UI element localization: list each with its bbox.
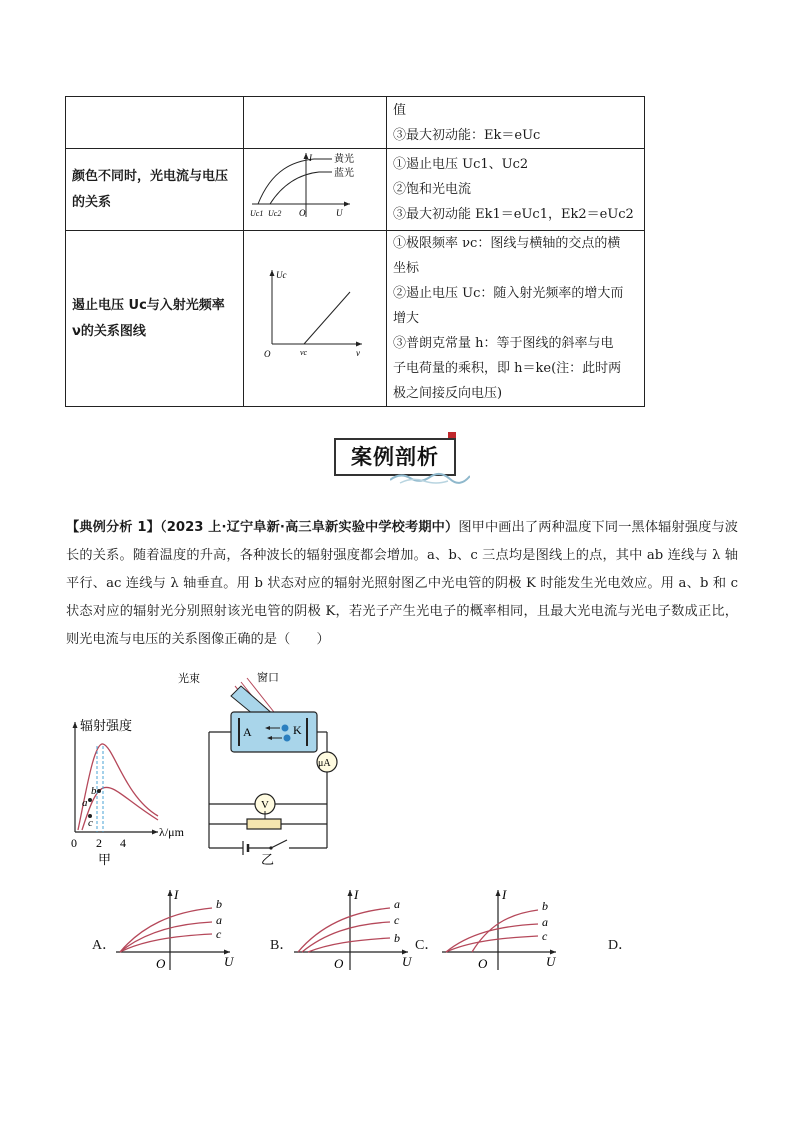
row2-note: ③最大初动能 Ek1＝eUc1，Ek2＝eUc2: [393, 207, 634, 222]
axis-y-label: I: [174, 887, 179, 902]
curve-label: b: [394, 931, 400, 945]
row2-graph-cell: [244, 149, 387, 231]
label-light-beam: 光束: [178, 673, 200, 685]
row1-graph-cell: [244, 97, 387, 149]
banner-title: 案例剖析: [334, 438, 456, 476]
row3-title: [66, 231, 244, 407]
axis-x-label: U: [402, 954, 412, 969]
point-label-a: a: [82, 797, 88, 809]
jia-tick-2: 2: [96, 836, 102, 850]
row2-note: ①遏止电压 Uc1、Uc2: [393, 157, 529, 172]
axis-origin: O: [334, 956, 344, 971]
curve-label: c: [216, 927, 222, 941]
problem-source: （2023 上·辽宁阜新·高三阜新实验中学校考期中）: [160, 520, 459, 535]
row3-notes: [387, 231, 645, 407]
row2-notes: [387, 149, 645, 231]
jia-caption: 甲: [98, 852, 112, 867]
jia-tick-4: 4: [120, 836, 126, 850]
banner-wave-decoration: [390, 470, 470, 484]
point-a: [88, 798, 92, 802]
graph-origin: O: [264, 349, 271, 359]
cathode-label: K: [293, 723, 302, 737]
table-row: [66, 149, 645, 231]
curve-label: a: [394, 897, 400, 911]
summary-table: [65, 96, 645, 407]
axis-y-label: I: [502, 887, 507, 902]
point-label-c: c: [88, 817, 93, 829]
table-row: [66, 231, 645, 407]
label-window: 窗口: [257, 672, 279, 684]
row3-note: ②遏止电压 Uc：随入射光频率的增大而: [393, 286, 624, 301]
row1-title-cell: [66, 97, 244, 149]
graph-origin: O: [299, 208, 306, 218]
curve-label: c: [542, 929, 548, 943]
row2-note: ②饱和光电流: [393, 182, 472, 197]
row3-title-line: ν的关系图线: [72, 323, 146, 339]
tick-uc2: Uc2: [268, 209, 282, 218]
photocurrent-color-graph: [244, 149, 386, 221]
axis-origin: O: [478, 956, 488, 971]
curve-label: a: [542, 915, 548, 929]
option-label-d[interactable]: D．: [608, 938, 633, 953]
curve-label-blue: 蓝光: [334, 168, 355, 179]
row3-title-line: 遏止电压 Uc与入射光频率: [72, 297, 225, 313]
curve-label: b: [216, 897, 222, 911]
option-a-graph[interactable]: [112, 886, 242, 972]
row3-graph-cell: [244, 231, 387, 407]
point-b: [97, 789, 101, 793]
yi-caption: 乙: [261, 852, 275, 867]
jia-x-label: λ/μm: [159, 825, 184, 839]
axis-x-label: U: [546, 954, 556, 969]
option-c-graph[interactable]: [438, 886, 568, 972]
problem-body: 图甲中画出了两种温度下同一黑体辐射强度与波长的关系。随着温度的升高，各种波长的辐射强度都会增加。a、b、c 三点均是图线上的点，其中 ab 连线与 λ 轴平行、ac 连线与 λ 轴垂直。用 b 状态对应的辐射光照射图乙中光电管的阴极 K 时能发生光电效应。用 a、b 和 c 状态对应的辐射光分别照射该光电管的阴极 K，若光子产生光电子的概率相同，且最大光电流与光电子数成正比，则光电流与电压的关系图像正确的是（ ）: [66, 520, 738, 647]
option-label-a[interactable]: A．: [92, 938, 117, 953]
curve-label: b: [542, 899, 548, 913]
row2-title: 颜色不同时，光电流与电压的关系: [66, 149, 244, 231]
curve-label: a: [216, 913, 222, 927]
stopping-voltage-graph: [244, 264, 386, 364]
axis-x-label: U: [224, 954, 234, 969]
option-label-b[interactable]: B．: [270, 938, 294, 953]
axis-origin: O: [156, 956, 166, 971]
curve-label-yellow: 黄光: [334, 154, 355, 165]
jia-tick-0: 0: [71, 836, 77, 850]
row3-note: 坐标: [393, 261, 420, 276]
table-row: [66, 97, 645, 149]
graph-x-label: ν: [356, 348, 361, 358]
axis-y-label: I: [354, 887, 359, 902]
row1-note: ③最大初动能：Ek＝eUc: [393, 127, 541, 143]
ammeter-label: μA: [318, 758, 331, 769]
graph-y-label: Uc: [276, 270, 287, 280]
graph-y-label: I: [309, 153, 313, 163]
row3-note: 极之间接反向电压): [393, 386, 503, 401]
anode-label: A: [243, 725, 252, 739]
problem-tag: 【典例分析 1】: [66, 520, 160, 535]
problem-statement: [66, 514, 738, 654]
section-banner: [330, 432, 468, 484]
tick-uc1: Uc1: [250, 209, 264, 218]
tick-nu-c: νc: [300, 348, 308, 357]
row3-note: 子电荷量的乘积，即 h＝ke(注：此时两: [393, 361, 622, 376]
point-label-b: b: [91, 785, 97, 797]
jia-y-label: 辐射强度: [80, 718, 133, 733]
curve-label: c: [394, 913, 400, 927]
option-b-graph[interactable]: [290, 886, 420, 972]
row3-note: 增大: [393, 311, 420, 326]
row3-note: ③普朗克常量 h：等于图线的斜率与电: [393, 336, 614, 351]
photoelectric-circuit-figure: [175, 668, 355, 868]
option-label-c[interactable]: C．: [415, 938, 439, 953]
voltmeter-label: V: [261, 799, 269, 811]
graph-x-label: U: [336, 208, 343, 218]
rheostat: [247, 819, 281, 829]
row1-note: 值: [393, 102, 407, 118]
row3-note: ①极限频率 νc：图线与横轴的交点的横: [393, 236, 621, 251]
row1-notes: [387, 97, 645, 149]
